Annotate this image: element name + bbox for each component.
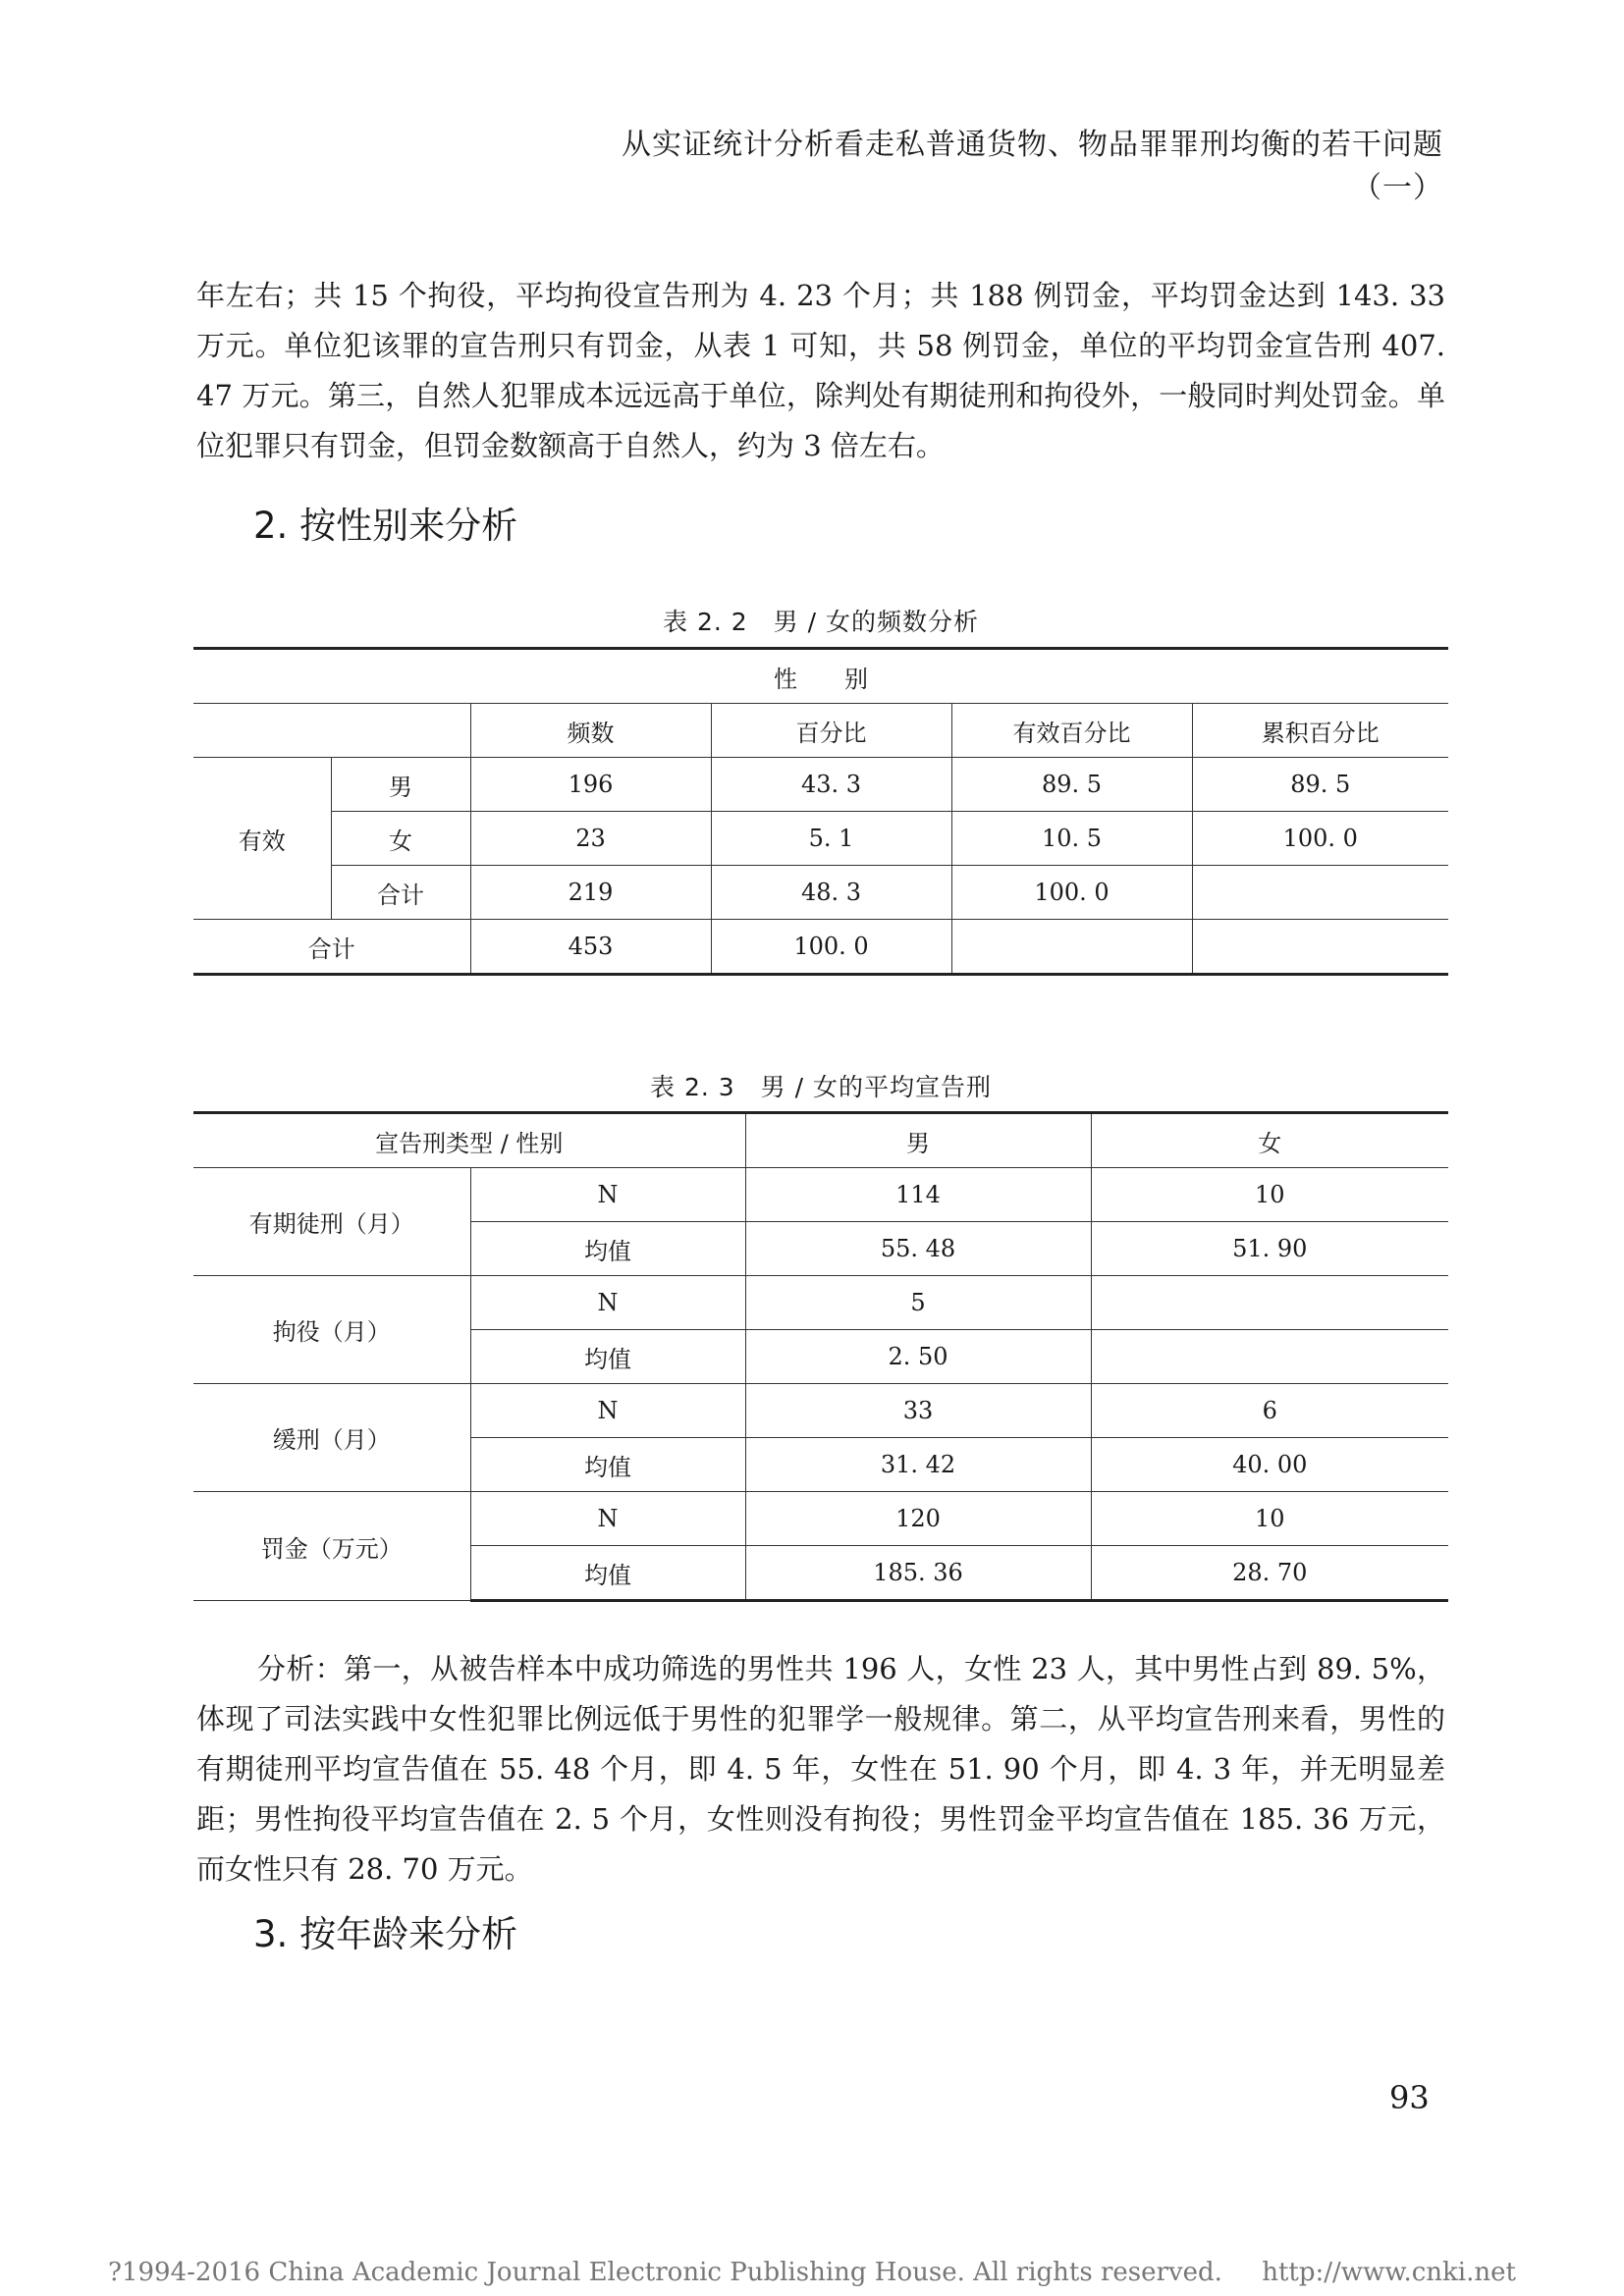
table-cell: 51. 90 bbox=[1091, 1222, 1448, 1276]
row-group-label: 缓刑（月） bbox=[193, 1384, 470, 1492]
table-cell: 5 bbox=[745, 1276, 1091, 1330]
table-cell: 219 bbox=[470, 866, 711, 920]
table-cell: 100. 0 bbox=[711, 920, 951, 975]
row-group-label: 拘役（月） bbox=[193, 1276, 470, 1384]
table-row bbox=[193, 1276, 1448, 1330]
column-header: 女 bbox=[1091, 1113, 1448, 1168]
table-cell: 10. 5 bbox=[951, 812, 1192, 866]
table-cell: 185. 36 bbox=[745, 1546, 1091, 1601]
table-cell: 55. 48 bbox=[745, 1222, 1091, 1276]
table-cell: 114 bbox=[745, 1168, 1091, 1222]
table-cell bbox=[951, 920, 1192, 975]
table-2-2-caption: 表 2. 2 男 / 女的频数分析 bbox=[663, 608, 979, 636]
column-header: 男 bbox=[745, 1113, 1091, 1168]
table-2-3-caption: 表 2. 3 男 / 女的平均宣告刑 bbox=[650, 1073, 992, 1101]
section-heading-age: 3. 按年龄来分析 bbox=[253, 1913, 518, 1955]
table-cell: 40. 00 bbox=[1091, 1438, 1448, 1492]
table-row bbox=[193, 812, 1448, 866]
table-cell: 196 bbox=[470, 758, 711, 812]
table-cell: 120 bbox=[745, 1492, 1091, 1546]
table-cell: 6 bbox=[1091, 1384, 1448, 1438]
table-cell bbox=[1192, 920, 1448, 975]
table-row bbox=[193, 758, 1448, 812]
stat-label: 均值 bbox=[470, 1546, 745, 1601]
group-header: 性 别 bbox=[193, 649, 1448, 704]
column-header: 百分比 bbox=[711, 704, 951, 758]
table-cell: 23 bbox=[470, 812, 711, 866]
running-head: 从实证统计分析看走私普通货物、物品罪罪刑均衡的若干问题（一） bbox=[622, 128, 1443, 205]
table-row bbox=[193, 866, 1448, 920]
header-blank-cell bbox=[193, 704, 470, 758]
column-header: 频数 bbox=[470, 704, 711, 758]
table-cell: 31. 42 bbox=[745, 1438, 1091, 1492]
table-cell: 43. 3 bbox=[711, 758, 951, 812]
table-cell: 28. 70 bbox=[1091, 1546, 1448, 1601]
table-cell: 33 bbox=[745, 1384, 1091, 1438]
table-cell bbox=[1091, 1330, 1448, 1384]
total-label: 合计 bbox=[193, 920, 470, 975]
copyright-text: ?1994-2016 China Academic Journal Electronic Publishing House. All rights reserved. bbox=[108, 2258, 1222, 2287]
table-cell: 2. 50 bbox=[745, 1330, 1091, 1384]
row-label: 男 bbox=[331, 758, 470, 812]
table-cell bbox=[1091, 1276, 1448, 1330]
table-row bbox=[193, 1168, 1448, 1222]
stat-label: N bbox=[470, 1492, 745, 1546]
table-cell: 100. 0 bbox=[951, 866, 1192, 920]
body-paragraph-1: 年左右；共 15 个拘役，平均拘役宣告刑为 4. 23 个月；共 188 例罚金，平均罚金达到 143. 33 万元。单位犯该罪的宣告刑只有罚金，从表 1 可知，共 58 例罚金，单位的平均罚金宣告刑 407. 47 万元。第三，自然人犯罪成本远远高于单位，除判处有期徒刑和拘役外，一般同时判处罚金。单位犯罪只有罚金，但罚金数额高于自然人，约为 3 倍左右。 bbox=[196, 279, 1445, 462]
table-row bbox=[193, 1492, 1448, 1546]
row-group-label: 有效 bbox=[193, 758, 331, 920]
table-cell bbox=[1192, 866, 1448, 920]
table-cell: 10 bbox=[1091, 1492, 1448, 1546]
body-paragraph-2: 分析：第一，从被告样本中成功筛选的男性共 196 人，女性 23 人，其中男性占到 89. 5%，体现了司法实践中女性犯罪比例远低于男性的犯罪学一般规律。第二，从平均宣告刑来看，男性的有期徒刑平均宣告值在 55. 48 个月，即 4. 5 年，女性在 51. 90 个月，即 4. 3 年，并无明显差距；男性拘役平均宣告值在 2. 5 个月，女性则没有拘役；男性罚金平均宣告值在 185. 36 万元，而女性只有 28. 70 万元。 bbox=[196, 1652, 1445, 1886]
column-header: 宣告刑类型 / 性别 bbox=[193, 1113, 745, 1168]
table-row bbox=[193, 649, 1448, 704]
footer-link[interactable]: http://www.cnki.net bbox=[1262, 2258, 1516, 2287]
stat-label: N bbox=[470, 1384, 745, 1438]
row-group-label: 罚金（万元） bbox=[193, 1492, 470, 1601]
page-number: 93 bbox=[1389, 2079, 1430, 2116]
table-2-2 bbox=[193, 647, 1448, 976]
table-cell: 89. 5 bbox=[1192, 758, 1448, 812]
stat-label: 均值 bbox=[470, 1222, 745, 1276]
row-group-label: 有期徒刑（月） bbox=[193, 1168, 470, 1276]
table-row bbox=[193, 704, 1448, 758]
table-cell: 100. 0 bbox=[1192, 812, 1448, 866]
column-header: 累积百分比 bbox=[1192, 704, 1448, 758]
table-cell: 10 bbox=[1091, 1168, 1448, 1222]
row-label: 女 bbox=[331, 812, 470, 866]
stat-label: N bbox=[470, 1276, 745, 1330]
table-cell: 453 bbox=[470, 920, 711, 975]
table-2-3 bbox=[193, 1111, 1448, 1602]
stat-label: 均值 bbox=[470, 1438, 745, 1492]
table-row bbox=[193, 1113, 1448, 1168]
table-cell: 5. 1 bbox=[711, 812, 951, 866]
row-label: 合计 bbox=[331, 866, 470, 920]
table-cell: 48. 3 bbox=[711, 866, 951, 920]
column-header: 有效百分比 bbox=[951, 704, 1192, 758]
table-cell: 89. 5 bbox=[951, 758, 1192, 812]
table-row bbox=[193, 920, 1448, 975]
table-row bbox=[193, 1384, 1448, 1438]
stat-label: 均值 bbox=[470, 1330, 745, 1384]
section-heading-gender: 2. 按性别来分析 bbox=[253, 505, 518, 547]
stat-label: N bbox=[470, 1168, 745, 1222]
footer bbox=[0, 2258, 1624, 2287]
